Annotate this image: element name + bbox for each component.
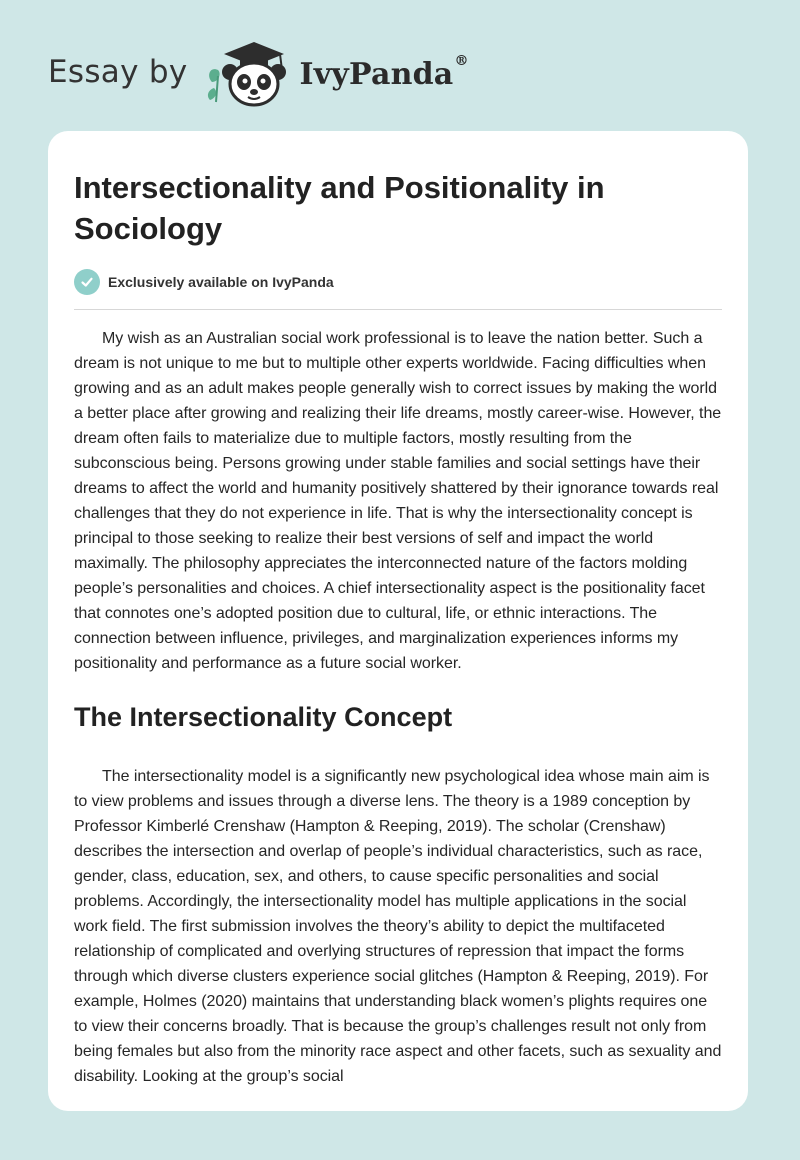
site-header <box>48 36 469 108</box>
essay-card <box>48 131 748 1111</box>
page-title: Intersectionality and Positionality in Sociology <box>74 170 605 246</box>
registered-mark: ® <box>454 52 469 69</box>
essay-by-label: Essay by <box>48 54 188 90</box>
section-paragraph: The intersectionality model is a significantly new psychological idea whose main aim is to view problems and issues through a diverse lens. The theory is a 1989 conception by Professor Kimberlé Crenshaw (Hampton & Reeping, 2019). The scholar (Crenshaw) describes the intersection and overlap of people’s individual characteristics, such as race, gender, class, education, sex, and others, to cause specific personalities and social problems. Accordingly, the intersectionality model has multiple applications in the social work field. The first submission involves the theory’s ability to depict the multifaceted relationship of complicated and overlying structures of repression that impact the forms through which diverse clusters experience social glitches (Hampton & Reeping, 2019). For example, Holmes (2020) maintains that understanding black women’s plights requires one to view their concerns broadly. That is because the group’s challenges result not only from being females but also from the minority race aspect and other facets, such as sexuality and disability. Looking at the group’s social <box>74 768 722 1085</box>
exclusive-label: Exclusively available on IvyPanda <box>108 274 334 290</box>
check-circle-icon <box>74 269 100 295</box>
intro-paragraph: My wish as an Australian social work professional is to leave the nation better. Such a dream is not unique to me but to multiple other experts worldwide. Facing difficulties when growing and as an adult makes people generally wish to correct issues by making the world a better place after growing and realizing their life dreams, mostly career-wise. However, the dream often fails to materialize due to multiple factors, mostly resulting from the subconscious being. Persons growing under stable families and social settings have their dreams to affect the world and humanity positively shattered by their ignorance towards real challenges that they do not experience in life. That is why the intersectionality concept is principal to those seeking to realize their best versions of self and impact the world maximally. The philosophy appreciates the interconnected nature of the factors molding people’s personalities and choices. A chief intersectionality aspect is the positionality facet that connotes one’s adopted position due to cultural, life, or ethnic interactions. The connection between influence, privileges, and marginalization experiences informs my positionality and performance as a future social worker. <box>74 330 722 672</box>
exclusive-badge <box>74 269 722 295</box>
section-heading: The Intersectionality Concept <box>74 702 453 732</box>
panda-logo-icon[interactable] <box>202 36 294 108</box>
brand-name[interactable]: IvyPanda® <box>299 52 469 92</box>
title-divider <box>74 309 722 310</box>
